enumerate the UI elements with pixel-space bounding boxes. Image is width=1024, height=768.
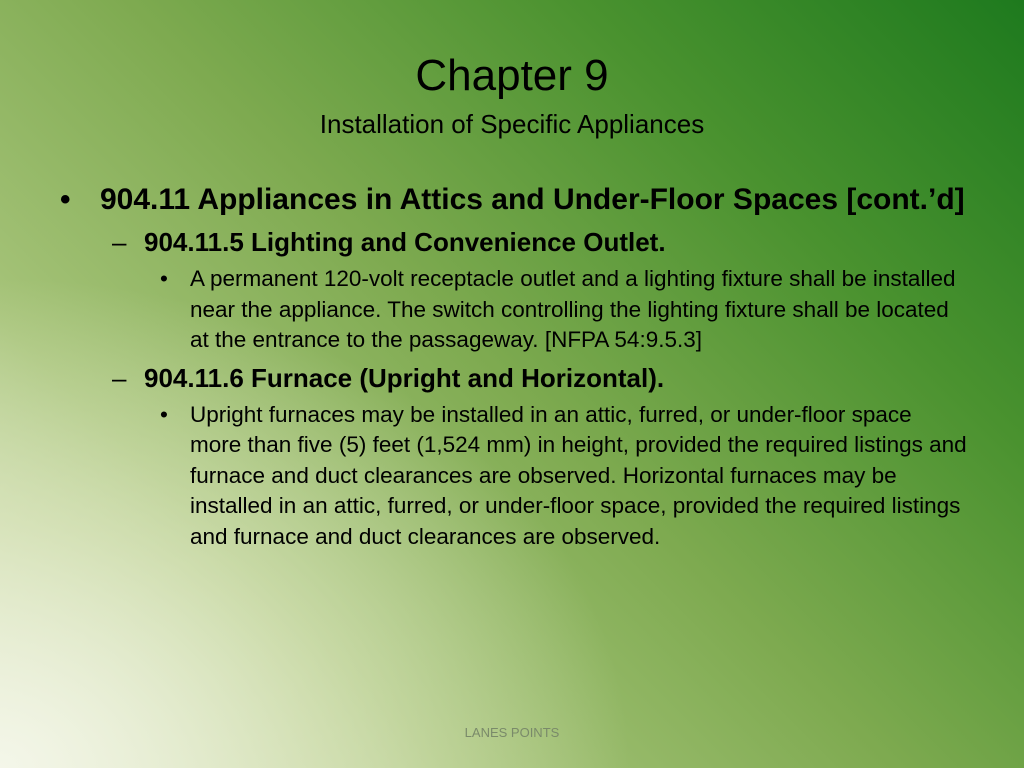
subsection-item xyxy=(160,264,968,356)
subsection-item xyxy=(160,400,968,553)
bullet-item xyxy=(60,182,968,218)
subsection-item-text: Upright furnaces may be installed in an attic, furred, or under-floor space more than five (5) feet (1,524 mm) in height, provided the required listings and furnace and duct clearances are observed. Horizontal furnaces may be installed in an attic, furred, or under-floor space, provided the required listings and furnace and duct clearances are observed. xyxy=(190,401,967,549)
subsection-heading xyxy=(112,226,968,258)
subsection-heading xyxy=(112,362,968,394)
slide-footer: LANES POINTS xyxy=(464,725,560,740)
subsection-item-text: A permanent 120-volt receptacle outlet and a lighting fixture shall be installed near the appliance. The switch controlling the lighting fixture shall be located at the entrance to the passageway. [NFPA 54:9.5.3] xyxy=(190,266,956,352)
slide-subtitle: Installation of Specific Appliances xyxy=(319,109,705,139)
bullet-text: 904.11 Appliances in Attics and Under-Floor Spaces [cont.’d] xyxy=(100,183,965,216)
dash-marker: – xyxy=(112,362,127,393)
subsection-title: 904.11.6 Furnace (Upright and Horizontal). xyxy=(144,362,665,393)
dash-marker: – xyxy=(112,227,127,257)
slide-title: Chapter 9 xyxy=(415,51,609,100)
title-block xyxy=(0,50,1024,140)
slide-body xyxy=(60,182,968,558)
bullet-marker: • xyxy=(160,401,168,427)
bullet-marker: • xyxy=(60,183,71,216)
bullet-marker: • xyxy=(160,266,168,291)
subsection-title: 904.11.5 Lighting and Convenience Outlet. xyxy=(144,227,666,257)
